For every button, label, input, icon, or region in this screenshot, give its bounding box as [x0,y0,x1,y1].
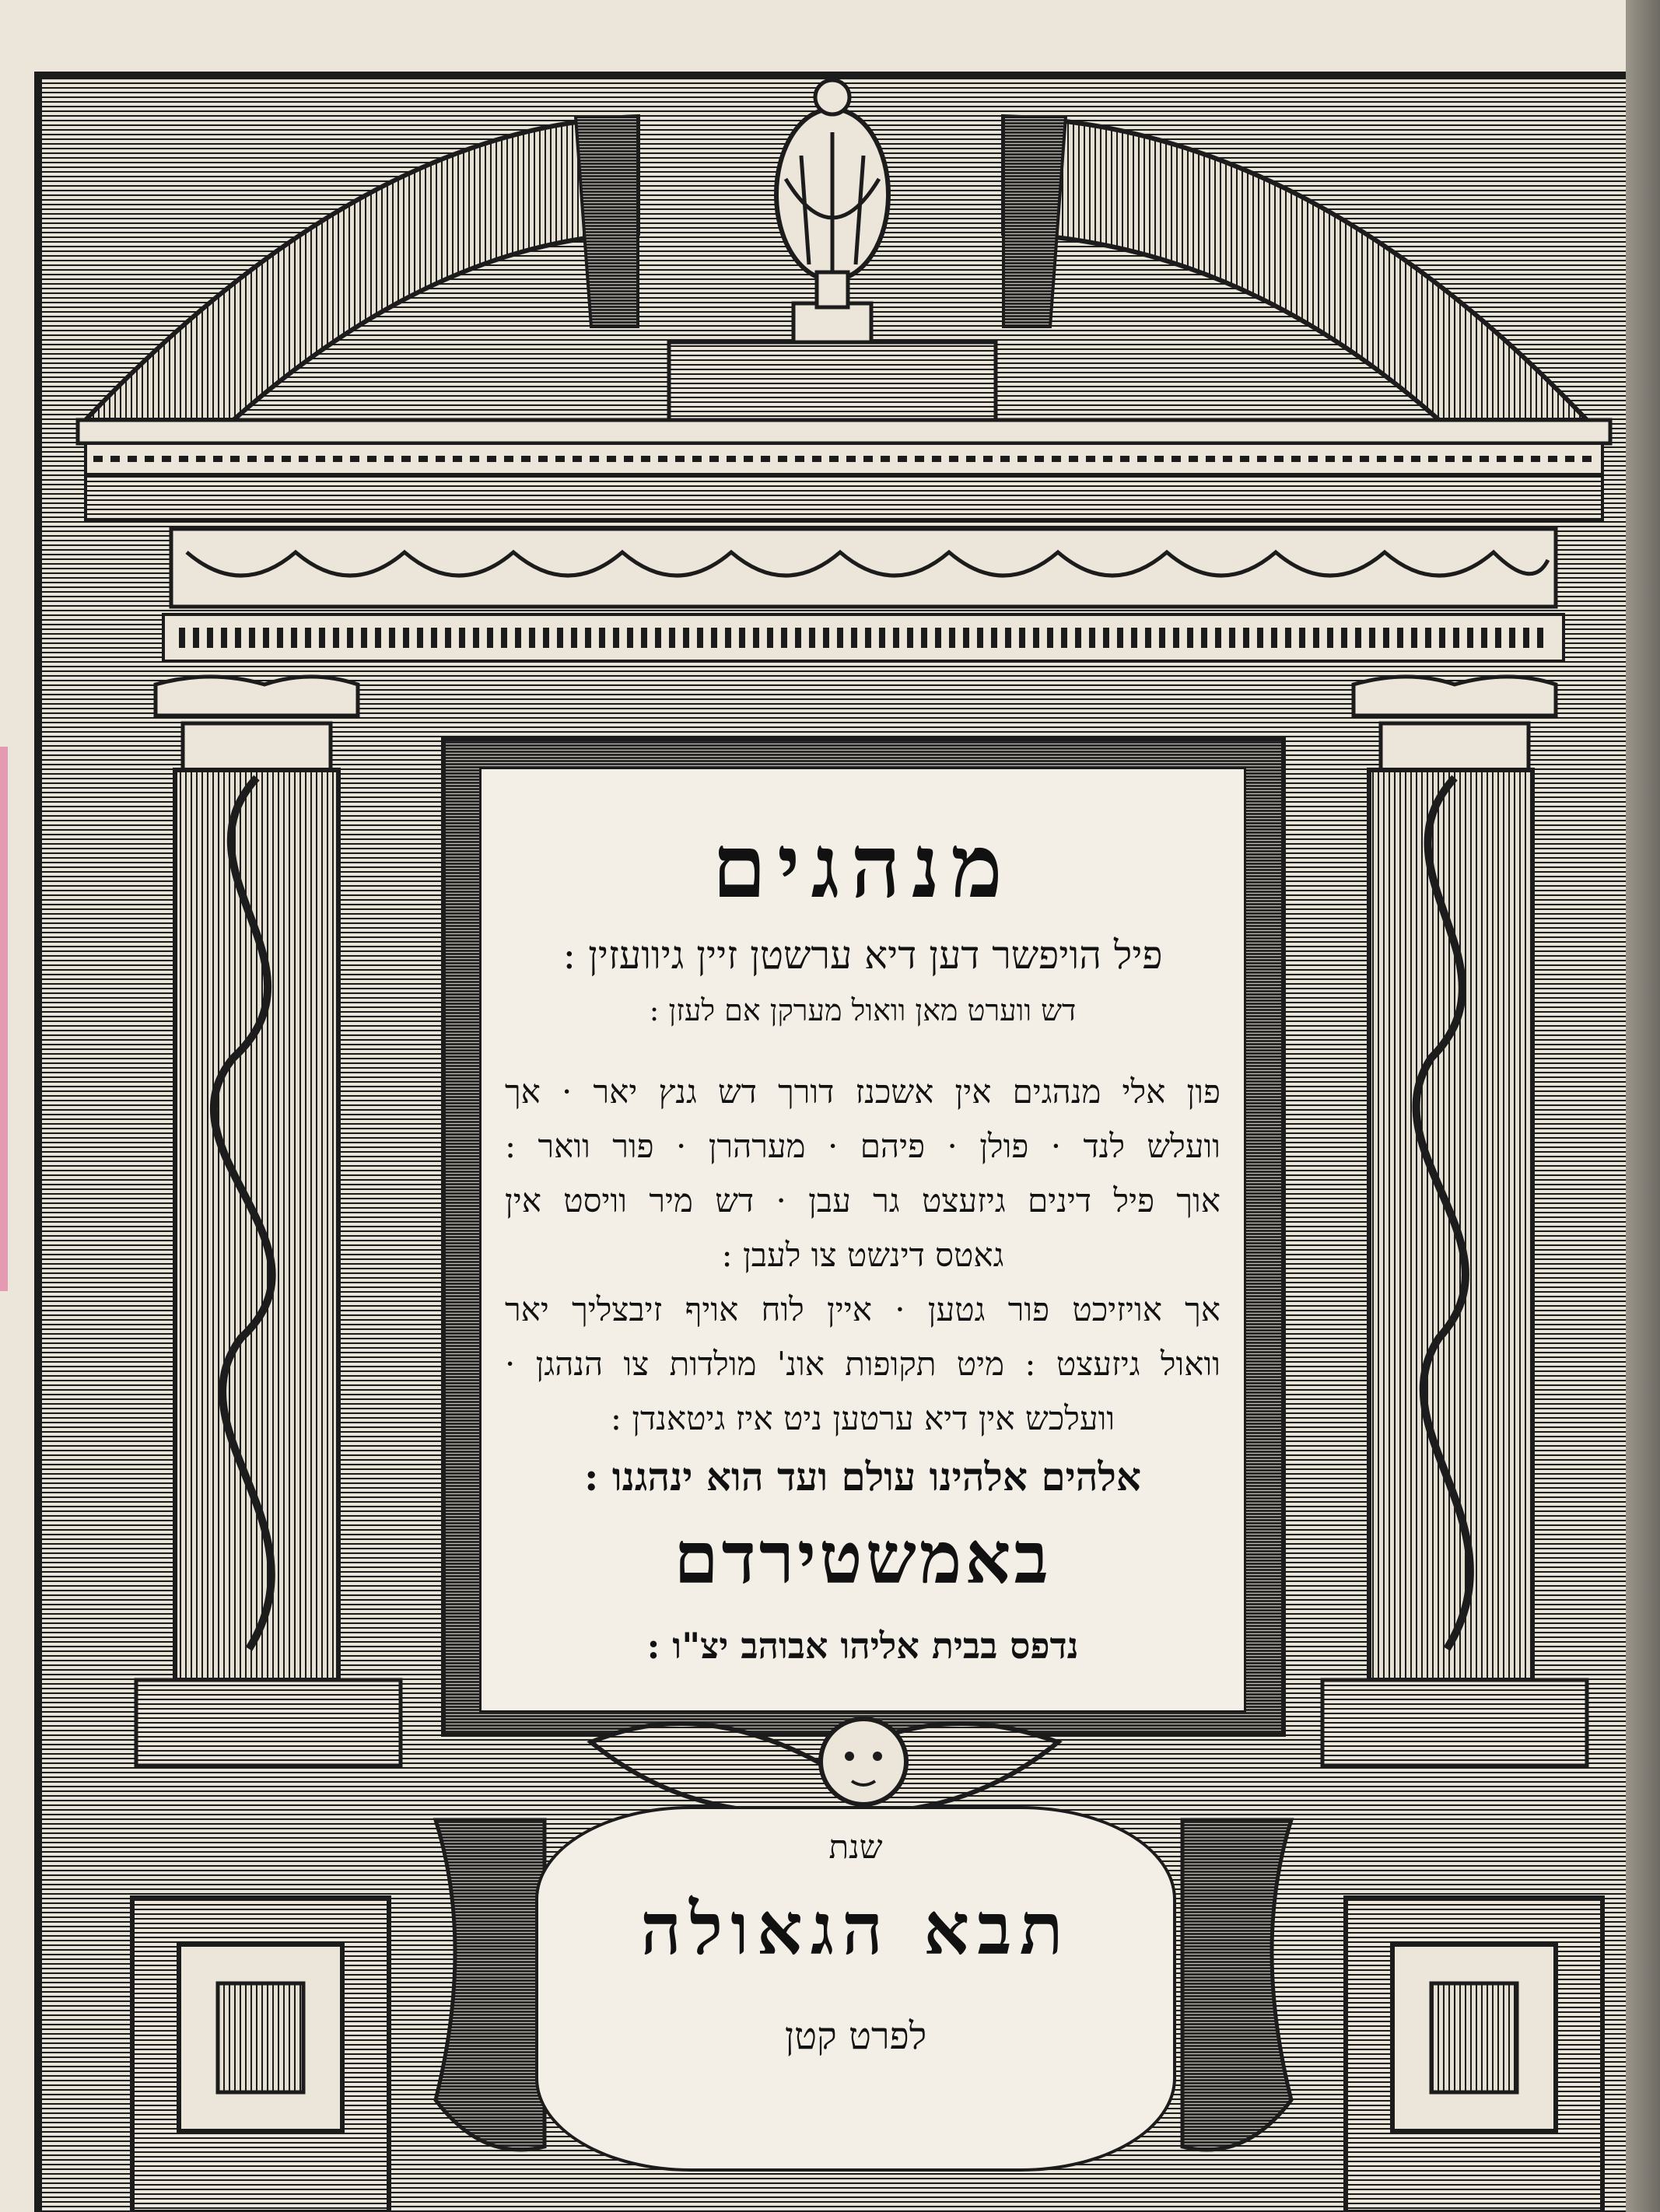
body-line-7: וועלכש אין דיא ערטען ניט איז גיטאנדן : [610,1399,1115,1437]
book-title: מנהגים [712,816,1014,918]
body-line-2: וועלש לנד · פולן · פיהם · מערהרן · פור וואר : [505,1127,1220,1165]
place-of-printing: באמשטירדם [674,1516,1052,1600]
cornice-and-frieze [78,420,1610,661]
body-line-4: גאטס דינשט צו לעבן : [721,1236,1004,1274]
printer-line: נדפס בבית אליהו אבוהב יצ"ו : [646,1625,1079,1667]
body-line-1: פון אלי מנהגים אין אשכנז דורך דש גנץ יאר · אך [505,1073,1220,1111]
subtitle-line-1: פיל הויפשר דען דיא ערשטן זיין גיוועזין : [562,933,1163,978]
year-cartouche [535,1806,1176,2172]
body-line-6: וואול גיזעצט : מיט תקופות אונ' מולדות צו הנהגן · [505,1345,1220,1383]
motto-verse: אלהים אלהינו עולם ועד הוא ינהגנו : [583,1454,1142,1500]
book-binding-edge [1626,0,1660,2212]
right-column [1322,677,1587,1766]
body-line-3: אוך פיל דינים גיזעצט גר עבן · דש מיר וויסט אין [505,1181,1220,1220]
page-edge-marking [0,747,8,1291]
year-label: שנת [828,1828,883,1866]
year-chronogram: תבא הגאולה [640,1887,1071,1971]
urn-finial [669,80,996,420]
left-column [136,677,401,1766]
subtitle-line-2: דש ווערט מאן וואול מערקן אם לעזן : [649,993,1077,1027]
count-note: לפרט קטן [784,2014,927,2058]
title-text-panel [479,767,1246,1713]
body-line-5: אך אויזיכט פור גטען · איין לוח אויף זיבצליך יאר [505,1290,1220,1328]
